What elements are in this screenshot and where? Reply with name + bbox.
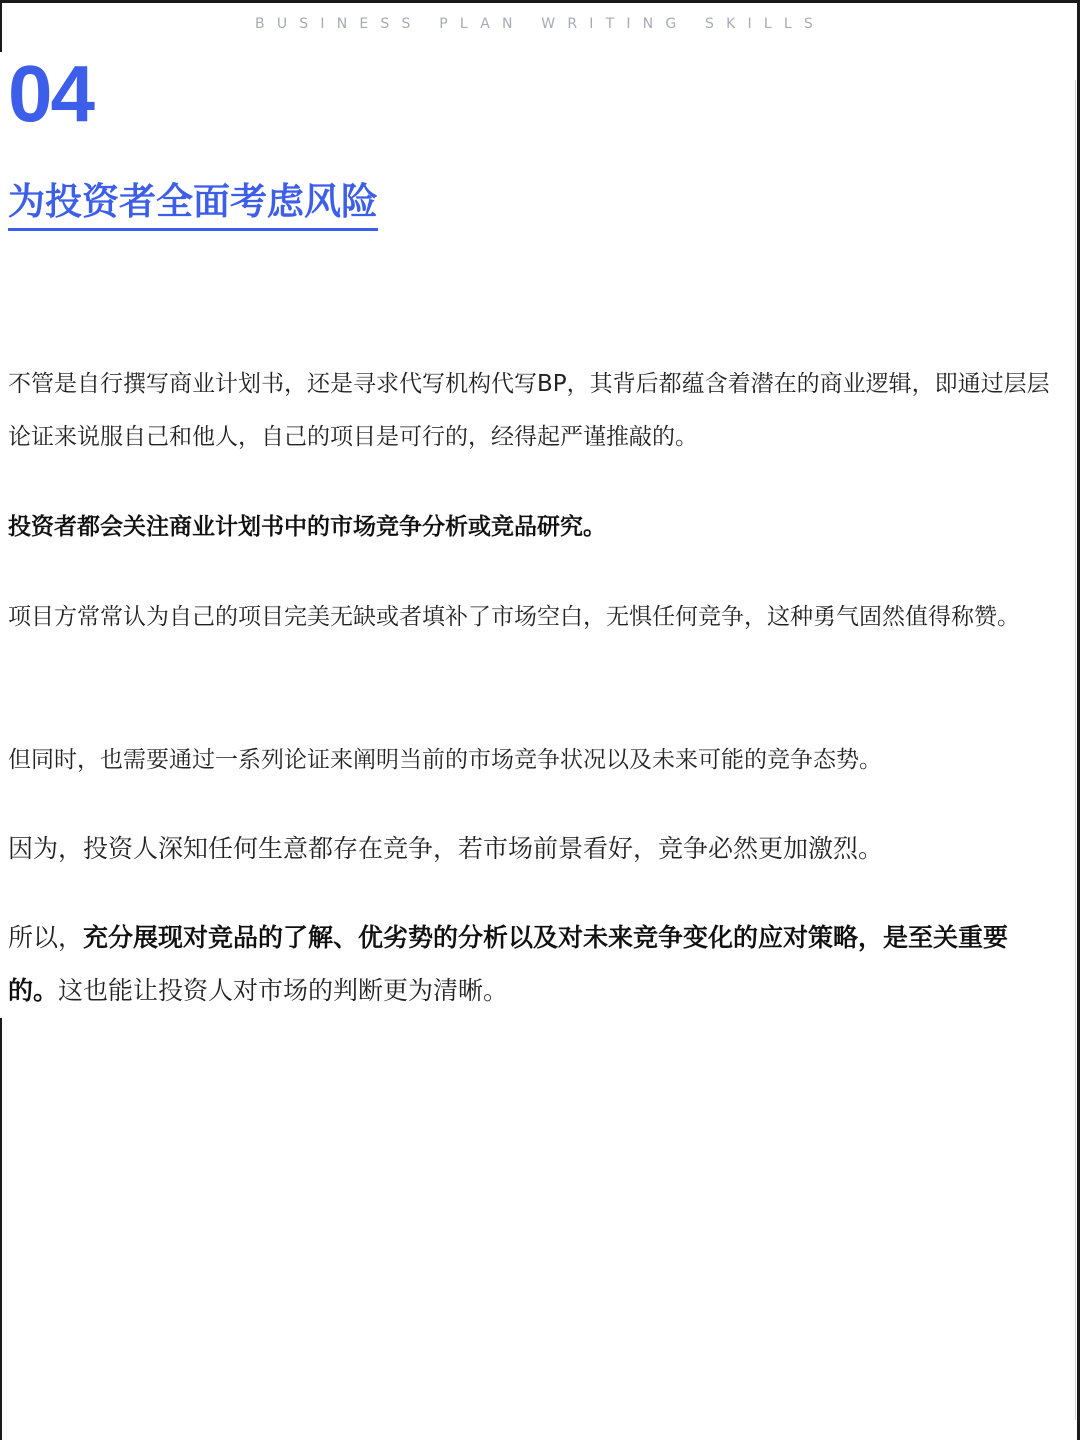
- paragraph-investor-insight: 因为，投资人深知任何生意都存在竞争，若市场前景看好，竞争必然更加激烈。: [8, 834, 884, 863]
- paragraph-project-confidence: 项目方常常认为自己的项目完美无缺或者填补了市场空白，无惧任何竞争，这种勇气固然值得称赞。: [8, 604, 1020, 630]
- section-title: 为投资者全面考虑风险: [8, 178, 378, 231]
- top-border: [0, 0, 1080, 3]
- right-border-inner: [1075, 80, 1076, 1420]
- paragraph-competition-analysis: 但同时，也需要通过一系列论证来阐明当前的市场竞争状况以及未来可能的竞争态势。: [8, 747, 882, 773]
- paragraph-conclusion: [8, 911, 1058, 1017]
- paragraph-investor-focus: 投资者都会关注商业计划书中的市场竞争分析或竞品研究。: [8, 514, 606, 540]
- section-number: 04: [8, 49, 93, 138]
- left-border-bottom: [0, 1018, 2, 1440]
- conclusion-emphasis: 充分展现对竞品的了解、优劣势的分析以及对未来竞争变化的应对策略，是至关重要的。: [8, 923, 1009, 1005]
- conclusion-suffix: 这也能让投资人对市场的判断更为清晰。: [58, 976, 509, 1005]
- conclusion-prefix: 所以，: [8, 923, 84, 952]
- paragraph-intro: 不管是自行撰写商业计划书，还是寻求代写机构代写BP，其背后都蕴含着潜在的商业逻辑，即通过层层论证来说服自己和他人，自己的项目是可行的，经得起严谨推敲的。: [8, 371, 1050, 450]
- header-subtitle: BUSINESS PLAN WRITING SKILLS: [255, 16, 825, 32]
